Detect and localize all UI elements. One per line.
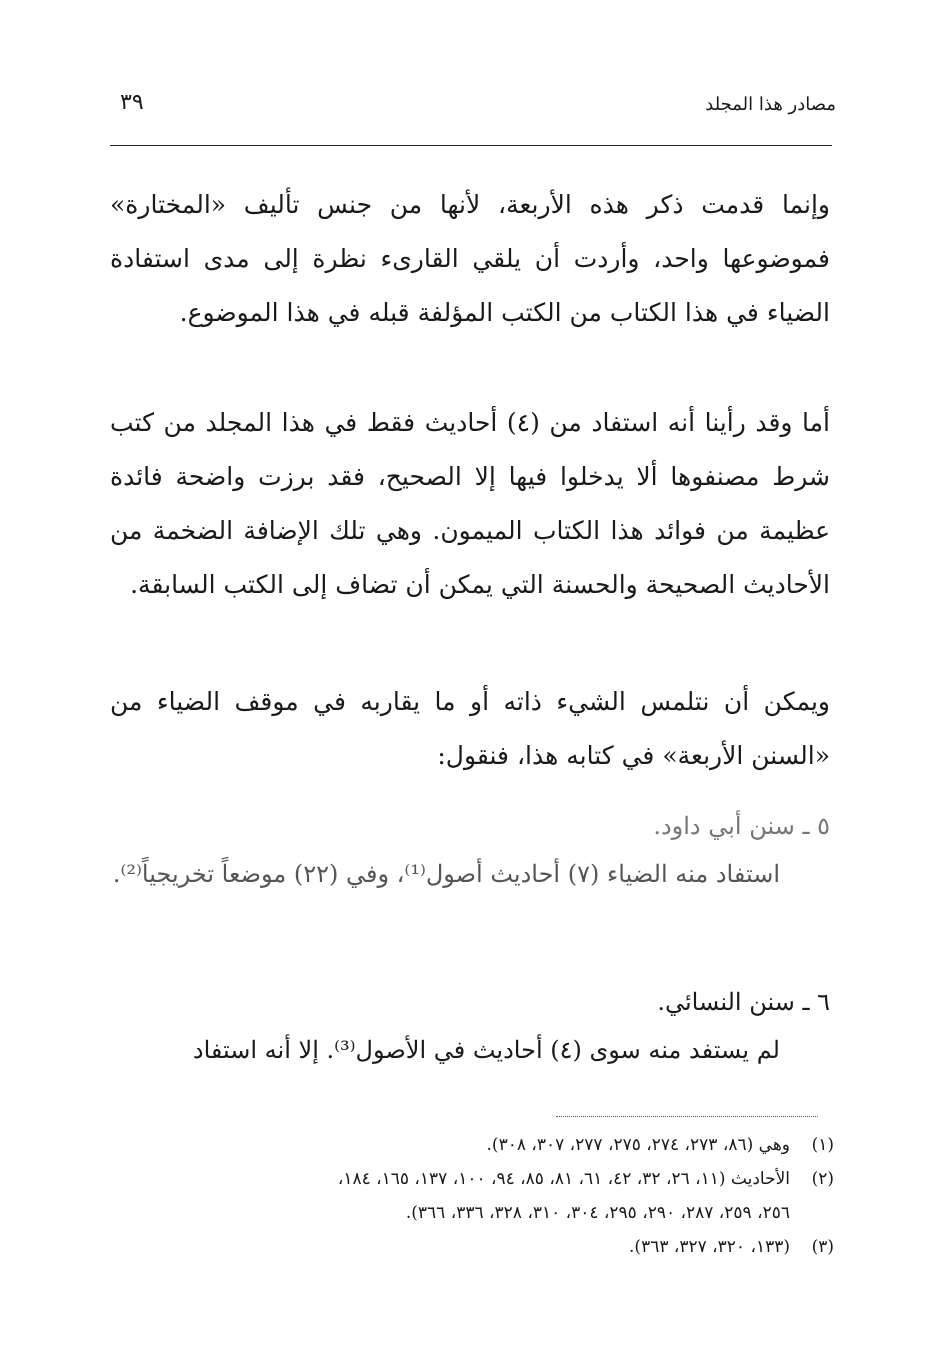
paragraph-2-text: أما وقد رأينا أنه استفاد من (٤) أحاديث فقط في هذا المجلد من كتب شرط مصنفوها ألا يدخلوا فيها إلا الصحيح، فقد برزت واضحة فائدة عظيمة من فوائد هذا الكتاب الميمون. وهي تلك الإضافة الضخمة من الأحاديث الصحيحة والحسنة التي يمكن أن تضاف إلى الكتب السابقة. — [110, 408, 830, 599]
item-heading-abu-dawud: ٥ ـ سنن أبي داود. — [653, 812, 830, 840]
footnote-2 — [110, 1162, 834, 1196]
paragraph-1 — [110, 178, 830, 340]
footnote-number: (٢) — [811, 1169, 834, 1189]
running-head: مصادر هذا المجلد — [705, 94, 836, 115]
paragraph-2 — [110, 396, 830, 612]
footnote-text: وهي (٨٦، ٢٧٣، ٢٧٤، ٢٧٥، ٢٧٧، ٣٠٧، ٣٠٨). — [486, 1135, 790, 1155]
footnote-3 — [110, 1230, 834, 1264]
footnote-2-continuation: ٢٥٦، ٢٥٩، ٢٨٧، ٢٩٠، ٢٩٥، ٣٠٤، ٣١٠، ٣٢٨، ٣٣٦، ٣٦٦). — [405, 1203, 790, 1223]
header-rule — [110, 145, 832, 146]
footnote-number: (١) — [811, 1135, 834, 1155]
footnote-text: (١٣٣، ٣٢٠، ٣٢٧، ٣٦٣). — [629, 1237, 790, 1257]
paragraph-1-text: وإنما قدمت ذكر هذه الأربعة، لأنها من جنس تأليف «المختارة» فموضوعها واحد، وأردت أن يلقي القارىء نظرة إلى مدى استفادة الضياء في هذا الكتاب من الكتب المؤلفة قبله في هذا الموضوع. — [110, 190, 830, 327]
footnote-1 — [110, 1128, 834, 1162]
paragraph-3-text: ويمكن أن نتلمس الشيء ذاته أو ما يقاربه في موقف الضياء من «السنن الأربعة» في كتابه هذا، فنقول: — [110, 687, 830, 770]
footnote-separator — [556, 1116, 818, 1117]
footnote-text: الأحاديث (١١، ٢٦، ٣٢، ٤٢، ٦١، ٨١، ٨٥، ٩٤، ١٠٠، ١٣٧، ١٦٥، ١٨٤، — [337, 1169, 790, 1189]
item-text-nasai: لم يستفد منه سوى (٤) أحاديث في الأصول⁽³⁾. إلا أنه استفاد — [192, 1036, 780, 1064]
page-number: ٣٩ — [120, 90, 144, 115]
footnote-number: (٣) — [811, 1237, 834, 1257]
item-heading-nasai: ٦ ـ سنن النسائي. — [657, 988, 830, 1016]
paragraph-3 — [110, 675, 830, 783]
page-header — [110, 86, 836, 122]
footnotes — [110, 1128, 834, 1264]
item-text-abu-dawud: استفاد منه الضياء (٧) أحاديث أصول⁽¹⁾، وفي (٢٢) موضعاً تخريجياً⁽²⁾. — [112, 860, 780, 888]
